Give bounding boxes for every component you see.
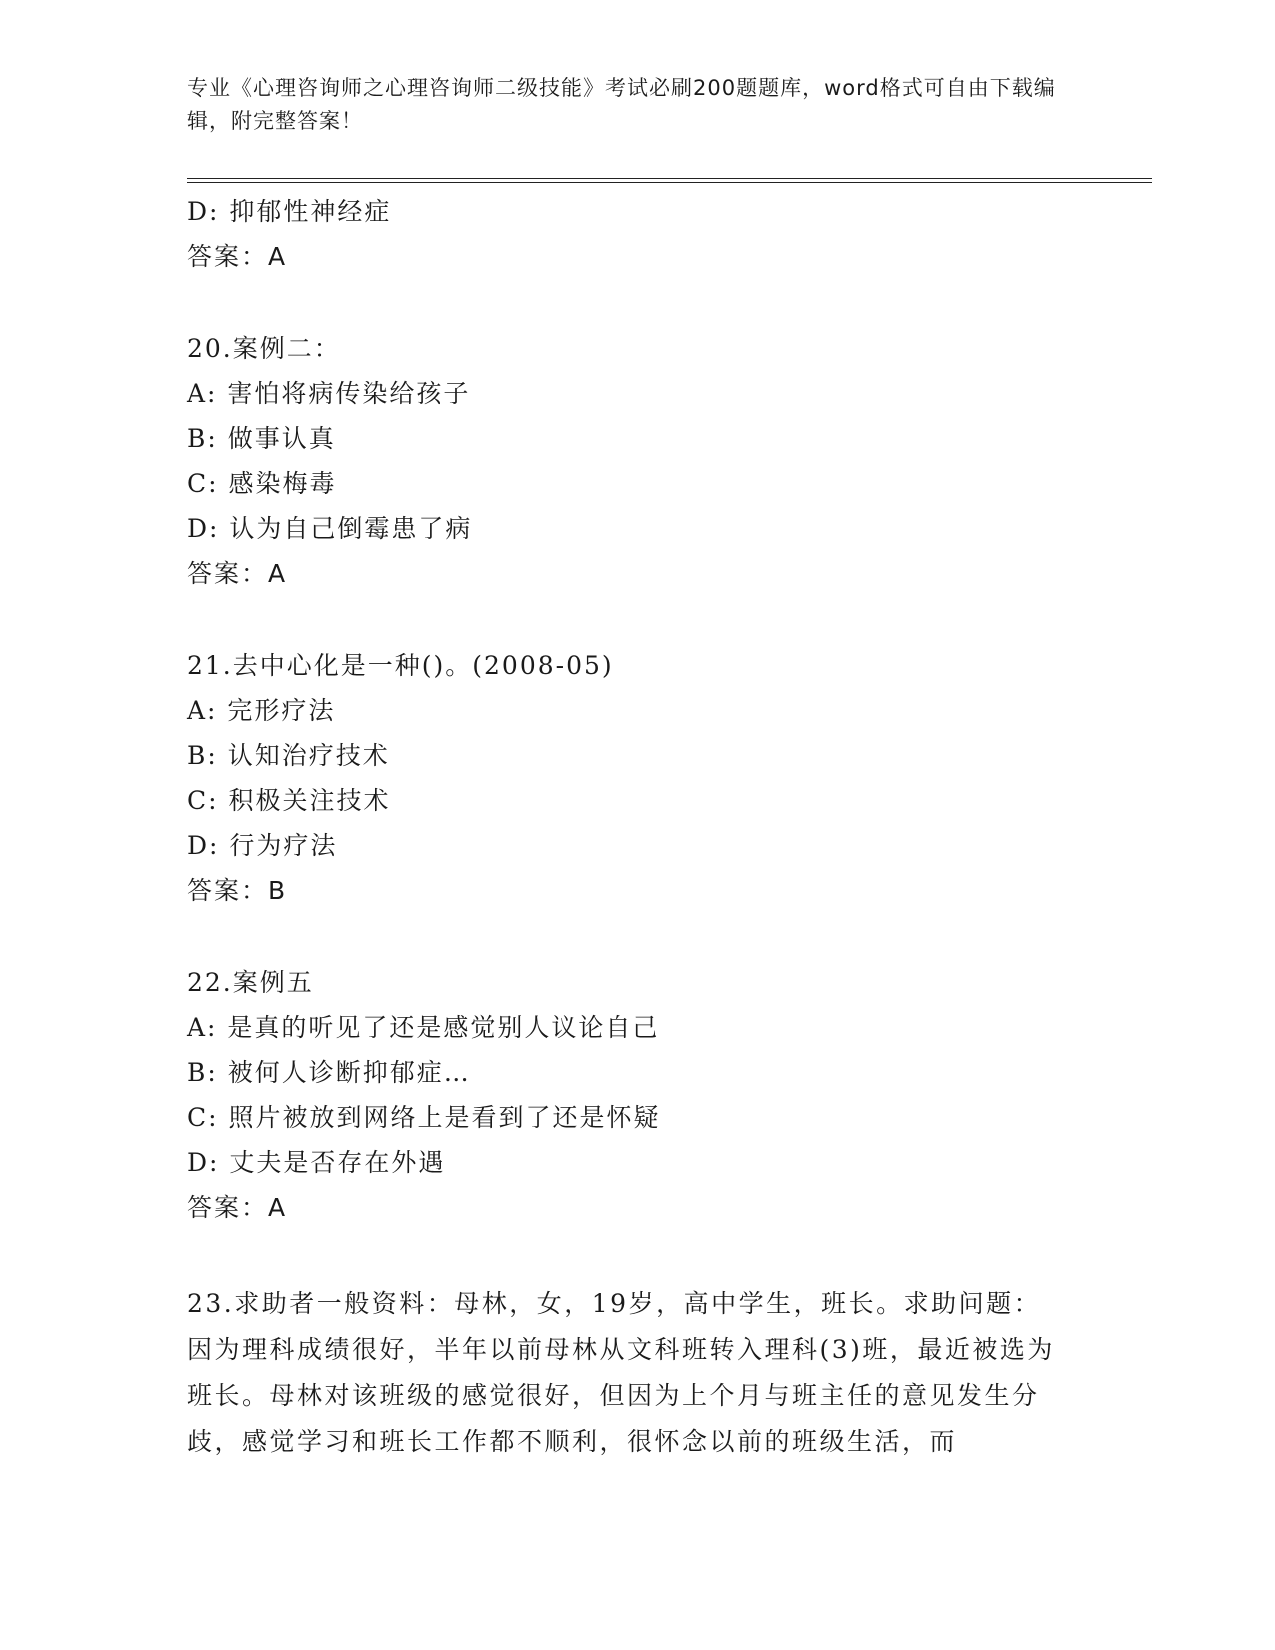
answer-line: 答案：A: [187, 559, 288, 588]
option-b: B: 认知治疗技术: [187, 741, 390, 770]
option-d: D: 丈夫是否存在外遇: [187, 1148, 446, 1177]
option-c: C: 感染梅毒: [187, 469, 337, 498]
option-d: D: 认为自己倒霉患了病: [187, 514, 473, 543]
question-list: [187, 189, 1087, 1465]
option-c: C: 积极关注技术: [187, 786, 391, 815]
header-rule-top: [187, 178, 1152, 179]
option-b: B: 被何人诊断抑郁症…: [187, 1058, 471, 1087]
question-stem: 21.去中心化是一种()。(2008-05): [187, 651, 614, 680]
answer-line: 答案：B: [187, 876, 288, 905]
option-a: A: 害怕将病传染给孩子: [187, 379, 471, 408]
question-22: [187, 960, 1087, 1230]
option-d: D: 抑郁性神经症: [187, 197, 392, 226]
answer-line: 答案：A: [187, 242, 288, 271]
question-stem: 20.案例二：: [187, 334, 341, 363]
question-21: [187, 643, 1087, 913]
option-d: D: 行为疗法: [187, 831, 338, 860]
document-header: 专业《心理咨询师之心理咨询师二级技能》考试必刷200题题库，word格式可自由下载编辑，附完整答案！: [187, 76, 1056, 133]
question-20: [187, 326, 1087, 596]
option-a: A: 是真的听见了还是感觉别人议论自己: [187, 1013, 660, 1042]
header-rule-bottom: [187, 182, 1152, 183]
option-b: B: 做事认真: [187, 424, 336, 453]
option-c: C: 照片被放到网络上是看到了还是怀疑: [187, 1103, 661, 1132]
option-a: A: 完形疗法: [187, 696, 336, 725]
question-stem: 22.案例五: [187, 968, 314, 997]
answer-line: 答案：A: [187, 1193, 288, 1222]
question-23: 23.求助者一般资料：母林，女，19岁，高中学生，班长。求助问题：因为理科成绩很好，半年以前母林从文科班转入理科(3)班，最近被选为班长。母林对该班级的感觉很好，但因为上个月与班主任的意见发生分歧，感觉学习和班长工作都不顺利，很怀念以前的班级生活，而: [187, 1289, 1055, 1456]
